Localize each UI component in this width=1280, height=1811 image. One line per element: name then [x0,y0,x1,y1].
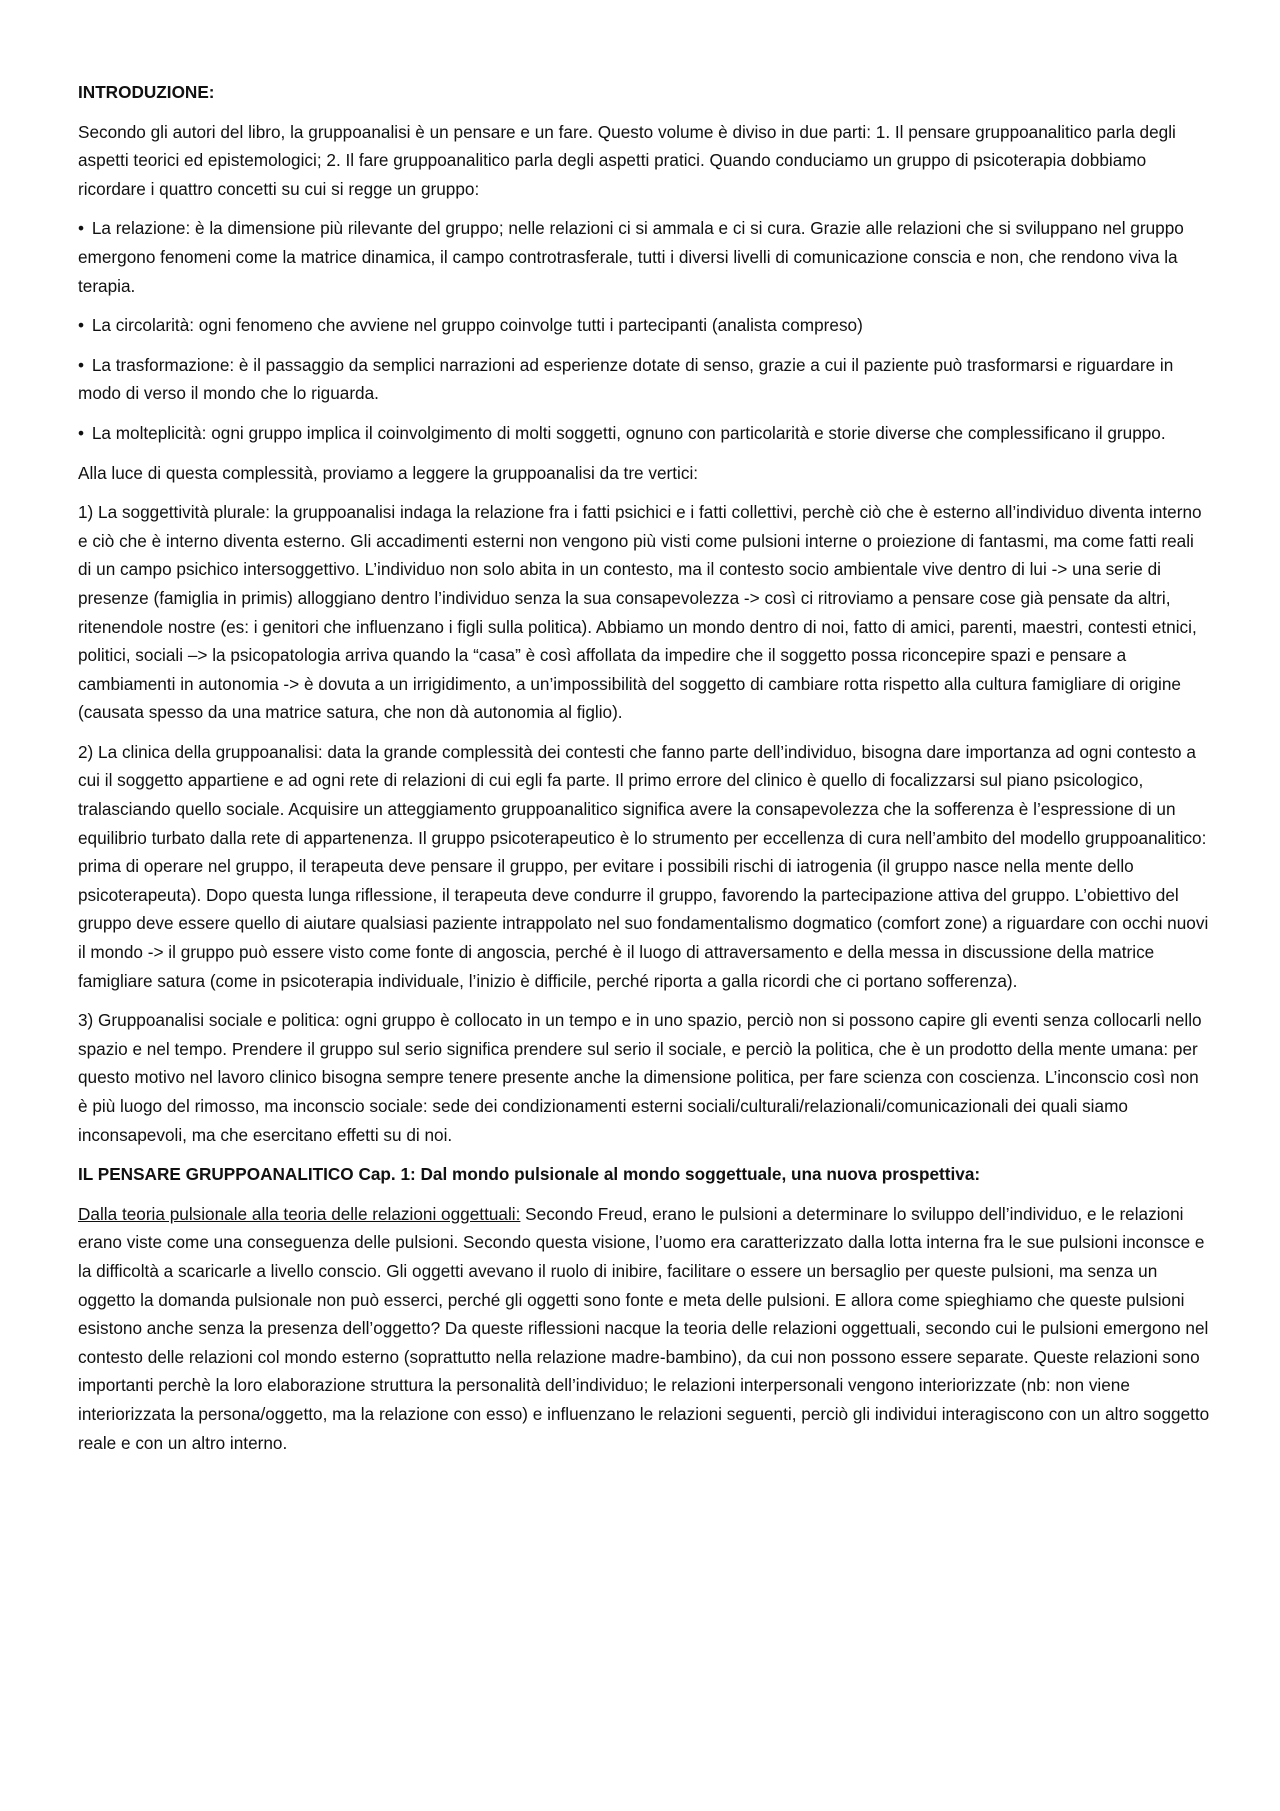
bullet-text: La trasformazione: è il passaggio da semplici narrazioni ad esperienze dotate di senso, grazie a cui il paziente può trasformarsi e riguardare in modo di verso il mondo che lo riguarda. [78,354,1174,404]
bullet-icon: • [78,315,85,336]
bullet-trasformazione [78,351,1210,408]
vertice-clinica: 2) La clinica della gruppoanalisi: data la grande complessità dei contesti che fanno parte dell’individuo, bisogna dare importanza ad ogni contesto a cui il soggetto appartiene e ad ogni rete di relazioni di cui egli fa parte. Il primo errore del clinico è quello di focalizzarsi sul piano psicologico, tralasciando quello sociale. Acquisire un atteggiamento gruppoanalitico significa avere la consapevolezza che la sofferenza è l’espressione di un equilibrio turbato dalla rete di appartenenza. Il gruppo psicoterapeutico è lo strumento per eccellenza di cura nell’ambito del modello gruppoanalitico: prima di operare nel gruppo, il terapeuta deve pensare il gruppo, per evitare i possibili rischi di iatrogenia (il gruppo nasce nella mente dello psicoterapeuta). Dopo questa lunga riflessione, il terapeuta deve condurre il gruppo, favorendo la partecipazione attiva del gruppo. L’obiettivo del gruppo deve essere quello di aiutare qualsiasi paziente intrappolato nel suo fondamentalismo dogmatico (comfort zone) a riguardare con occhi nuovi il mondo -> il gruppo può essere visto come fonte di angoscia, perché è il luogo di attraversamento e della messa in discussione della matrice famigliare satura (come in psicoterapia individuale, l’inizio è difficile, perché riporta a galla ricordi che ci portano sofferenza). [78,741,1209,991]
bullet-icon: • [78,218,85,239]
vertice-sociale-politica: 3) Gruppoanalisi sociale e politica: ogni gruppo è collocato in un tempo e in uno spazio, perciò non si possono capire gli eventi senza collocarli nello spazio e nel tempo. Prendere il gruppo sul serio significa prendere sul serio il sociale, e perciò la politica, che è un prodotto della mente umana: per questo motivo nel lavoro clinico bisogna sempre tenere presente anche la dimensione politica, per fare scienza con coscienza. L’inconscio così non è più luogo del rimosso, ma inconscio sociale: sede dei condizionamenti esterni sociali/culturali/relazionali/comunicazionali dei quali siamo inconsapevoli, ma che esercitano effetti su di noi. [78,1010,1202,1145]
section-text: Secondo Freud, erano le pulsioni a determinare lo sviluppo dell’individuo, e le relazioni erano viste come una conseguenza delle pulsioni. Secondo questa visione, l’uomo era caratterizzato dalla lotta interna fra le sue pulsioni inconsce e la difficoltà a scaricarle a livello conscio. Gli oggetti avevano il ruolo di inibire, facilitare o essere un bersaglio per queste pulsioni, ma senza un oggetto la domanda pulsionale non può esserci, perché gli oggetti sono fonte e meta delle pulsioni. E allora come spieghiamo che queste pulsioni esistono anche senza la presenza dell’oggetto? Da queste riflessioni nacque la teoria delle relazioni oggettuali, secondo cui le pulsioni emergono nel contesto delle relazioni col mondo esterno (soprattutto nella relazione madre-bambino), da cui non possono essere separate. Queste relazioni sono importanti perchè la loro elaborazione struttura la personalità dell’individuo; le relazioni interpersonali vengono interiorizzate (nb: non viene interiorizzata la persona/oggetto, ma la relazione con esso) e influenzano le relazioni seguenti, perciò gli individui interagiscono con un altro soggetto reale e con un altro interno. [78,1203,1210,1453]
bullet-text: La relazione: è la dimensione più rilevante del gruppo; nelle relazioni ci si ammala e ci si cura. Grazie alle relazioni che si sviluppano nel gruppo emergono fenomeni come la matrice dinamica, il campo controtrasferale, tutti i diversi livelli di comunicazione conscia e non, che rendono viva la terapia. [78,218,1184,296]
vertice-soggettivita-plurale: 1) La soggettività plurale: la gruppoanalisi indaga la relazione fra i fatti psichici e i fatti collettivi, perchè ciò che è esterno all’individuo diventa interno e ciò che è interno diventa esterno. Gli accadimenti esterni non vengono più visti come pulsioni interne o proiezione di fantasmi, ma come fatti reali di un campo psichico intersoggettivo. L’individuo non solo abita in un contesto, ma il contesto socio ambientale vive dentro di lui -> una serie di presenze (famiglia in primis) alloggiano dentro l’individuo senza la sua consapevolezza -> così ci ritroviamo a pensare cose già pensate da altri, ritenendole nostre (es: i genitori che influenzano i figli sulla politica). Abbiamo un mondo dentro di noi, fatto di amici, parenti, maestri, contesti etnici, politici, sociali –> la psicopatologia arriva quando la “casa” è così affollata da impedire che il soggetto possa riconcepire spazi e pensare a cambiamenti in autonomia -> è dovuta a un irrigidimento, a un’impossibilità del soggetto di cambiare rotta rispetto alla cultura famigliare di origine (causata spesso da una matrice satura, che non dà autonomia al figlio). [78,502,1202,723]
bullet-circolarita [78,311,1210,340]
intro-paragraph: Secondo gli autori del libro, la gruppoanalisi è un pensare e un fare. Questo volume è diviso in due parti: 1. Il pensare gruppoanalitico parla degli aspetti teorici ed epistemologici; 2. Il fare gruppoanalitico parla degli aspetti pratici. Quando conduciamo un gruppo di psicoterapia dobbiamo ricordare i quattro concetti su cui si regge un gruppo: [78,121,1176,199]
chapter-paragraph [78,1200,1210,1457]
bullet-icon: • [78,422,85,443]
vertici-intro: Alla luce di questa complessità, proviamo a leggere la gruppoanalisi da tre vertici: [78,462,699,483]
section-subheading: Dalla teoria pulsionale alla teoria delle relazioni oggettuali: [78,1203,521,1224]
bullet-text: La molteplicità: ogni gruppo implica il coinvolgimento di molti soggetti, ognuno con particolarità e storie diverse che complessificano il gruppo. [91,422,1166,443]
bullet-icon: • [78,354,85,375]
intro-heading: INTRODUZIONE: [78,82,215,102]
bullet-molteplicita [78,419,1210,448]
chapter-heading: IL PENSARE GRUPPOANALITICO Cap. 1: Dal mondo pulsionale al mondo soggettuale, una nuova prospettiva: [78,1164,981,1185]
bullet-relazione [78,214,1210,300]
bullet-text: La circolarità: ogni fenomeno che avviene nel gruppo coinvolge tutti i partecipanti (analista compreso) [91,315,863,336]
